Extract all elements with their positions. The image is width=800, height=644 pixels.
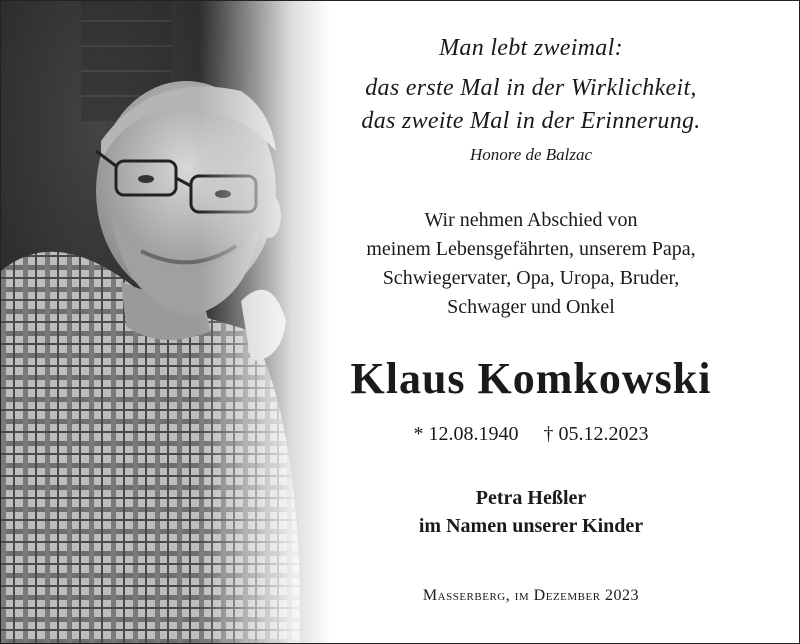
quote-title: Man lebt zweimal: <box>439 35 623 61</box>
place-and-date: Masserberg, im Dezember 2023 <box>422 587 640 604</box>
intro-line-4: Schwager und Onkel <box>447 296 615 318</box>
portrait-photo <box>1 1 331 643</box>
intro-line-3: Schwiegervater, Opa, Uropa, Bruder, <box>382 267 680 289</box>
birth-date: * 12.08.1940 <box>413 423 519 445</box>
family-signature-name: Petra Heßler <box>475 487 587 509</box>
intro-line-1: Wir nehmen Abschied von <box>424 209 638 231</box>
quote-line-1: das erste Mal in der Wirklichkeit, <box>365 75 697 101</box>
quote-author: Honore de Balzac <box>469 145 593 164</box>
quote-line-2: das zweite Mal in der Erinnerung. <box>361 108 701 134</box>
family-signature-note: im Namen unserer Kinder <box>418 515 644 537</box>
death-date: † 05.12.2023 <box>543 423 649 445</box>
deceased-name: Klaus Komkowski <box>350 354 712 403</box>
intro-line-2: meinem Lebensgefährten, unserem Papa, <box>366 238 696 260</box>
life-dates <box>381 423 681 446</box>
portrait-illustration <box>1 1 331 643</box>
